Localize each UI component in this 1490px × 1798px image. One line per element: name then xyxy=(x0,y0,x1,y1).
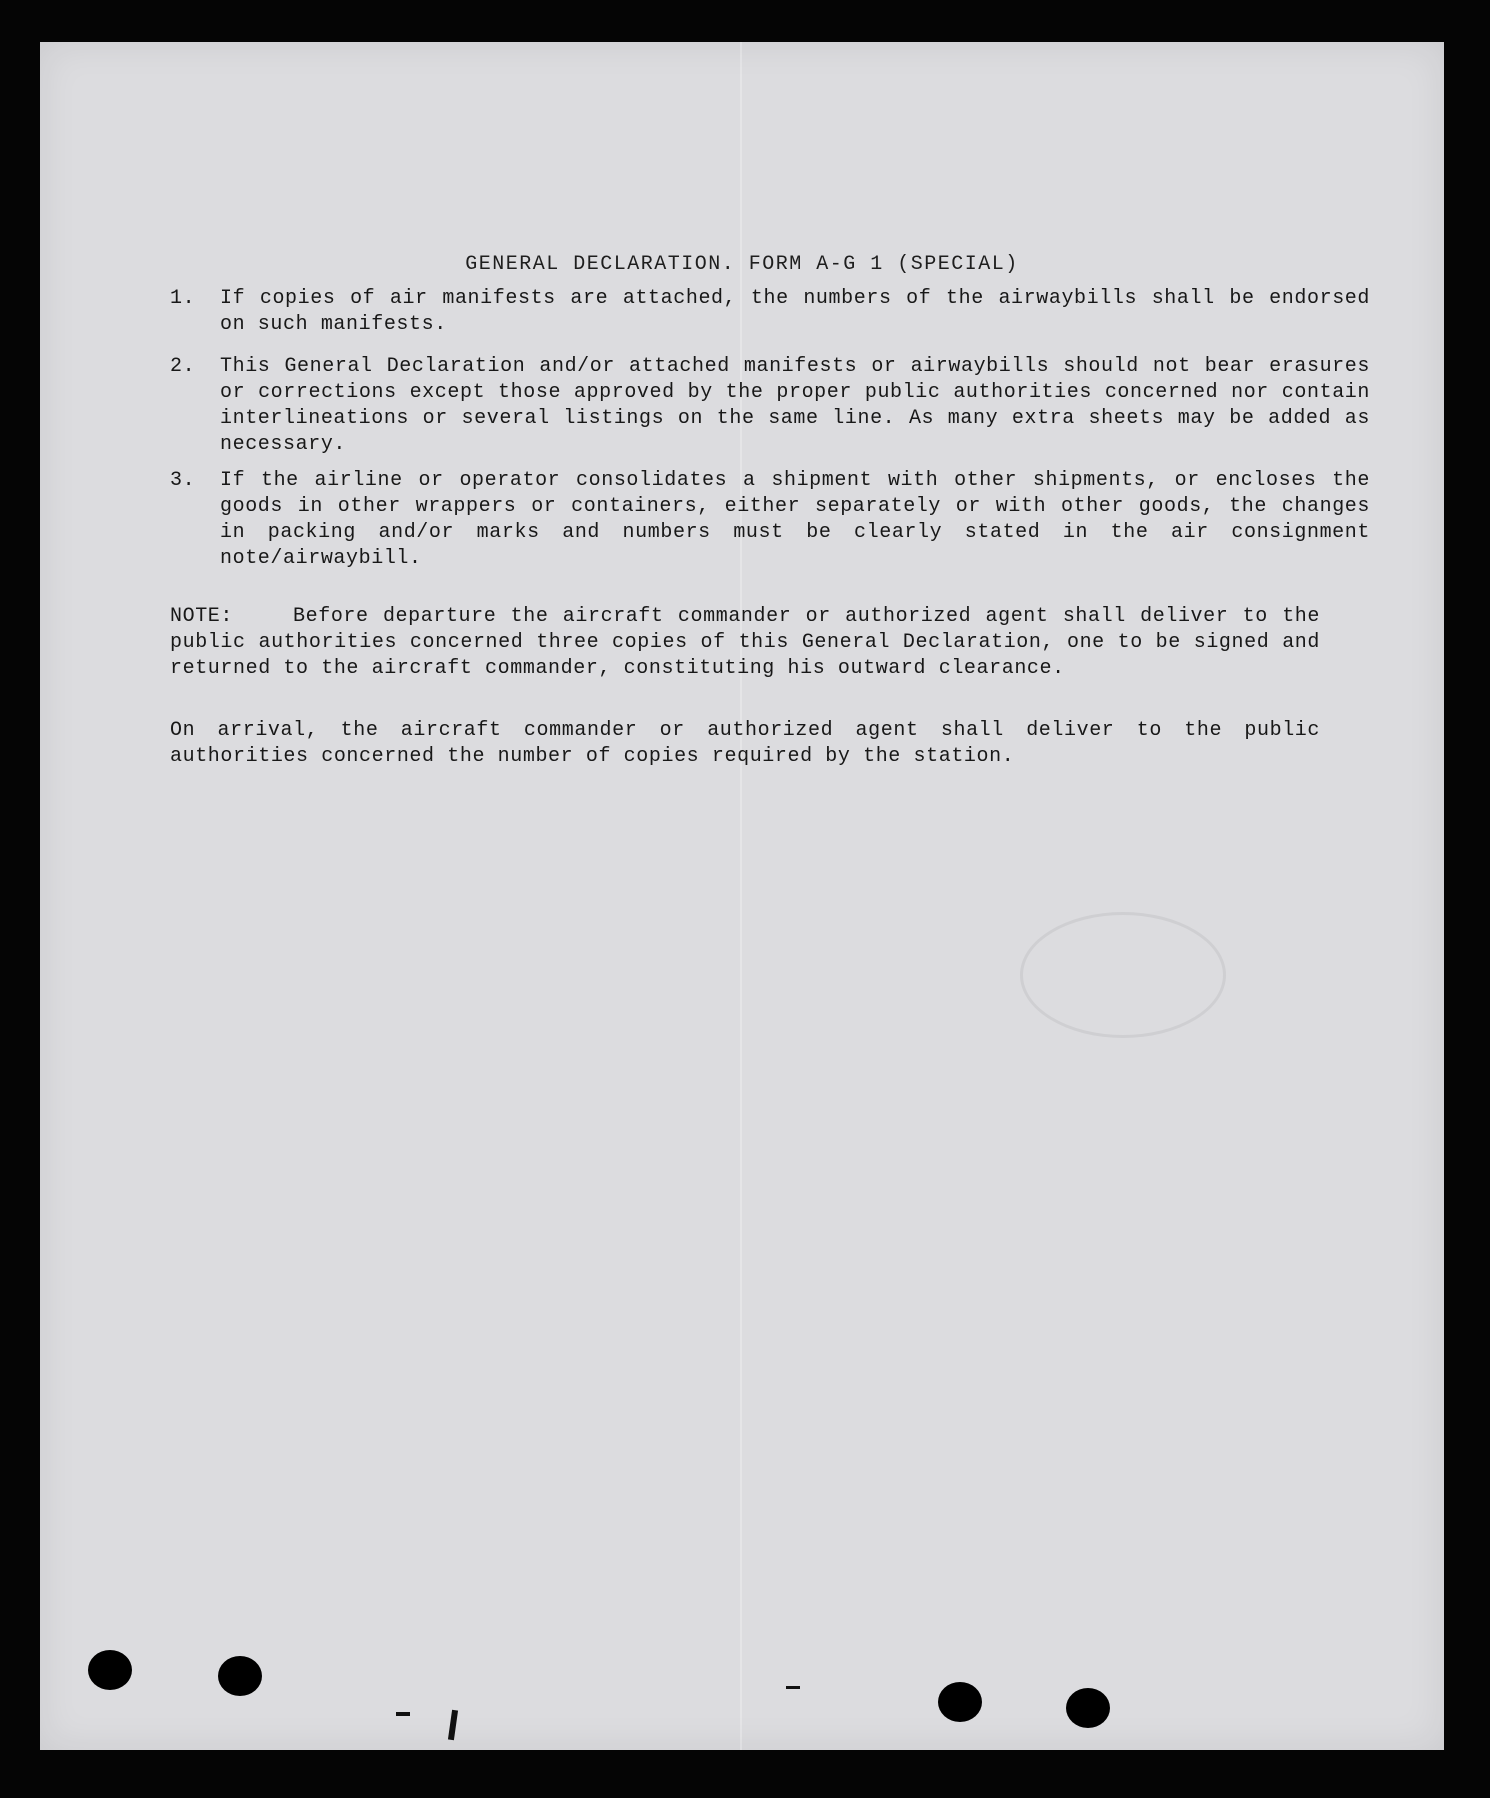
instruction-item-1 xyxy=(170,286,1370,338)
arrival-paragraph xyxy=(170,718,1320,770)
faint-stamp-mark xyxy=(1020,912,1226,1038)
arrival-text: On arrival, the aircraft commander or authorized agent shall deliver to the public authorities concerned the number of copies required by the station. xyxy=(170,719,1320,768)
punch-hole xyxy=(1066,1688,1110,1728)
document-title: GENERAL DECLARATION. FORM A-G 1 (SPECIAL) xyxy=(465,253,1019,276)
item-number: 3. xyxy=(170,469,196,492)
ink-speck xyxy=(786,1686,800,1689)
note-label: NOTE: xyxy=(170,605,234,628)
instruction-item-2 xyxy=(170,354,1370,458)
ink-speck xyxy=(448,1710,458,1741)
document-page xyxy=(40,42,1444,1750)
item-text: If copies of air manifests are attached, the numbers of the airwaybills shall be endorsed on such manifests. xyxy=(220,287,1370,336)
note-text: Before departure the aircraft commander or authorized agent shall deliver to the public authorities concerned three copies of this General Declaration, one to be signed and returned to the aircraft commander, constituting his outward clearance. xyxy=(170,605,1320,680)
punch-hole xyxy=(218,1656,262,1696)
ink-speck xyxy=(396,1712,410,1716)
item-number: 2. xyxy=(170,355,196,378)
item-text: This General Declaration and/or attached manifests or airwaybills should not bear erasures or corrections except those approved by the proper public authorities concerned nor contain interlineations or several listings on the same line. As many extra sheets may be added as necessary. xyxy=(220,355,1370,456)
instruction-item-3 xyxy=(170,468,1370,572)
item-text: If the airline or operator consolidates a shipment with other shipments, or encloses the goods in other wrappers or containers, either separately or with other goods, the changes in packing and/or marks and numbers must be clearly stated in the air consignment note/airwaybill. xyxy=(220,469,1370,570)
punch-hole xyxy=(88,1650,132,1690)
note-paragraph xyxy=(170,604,1320,682)
item-number: 1. xyxy=(170,287,196,310)
punch-hole xyxy=(938,1682,982,1722)
